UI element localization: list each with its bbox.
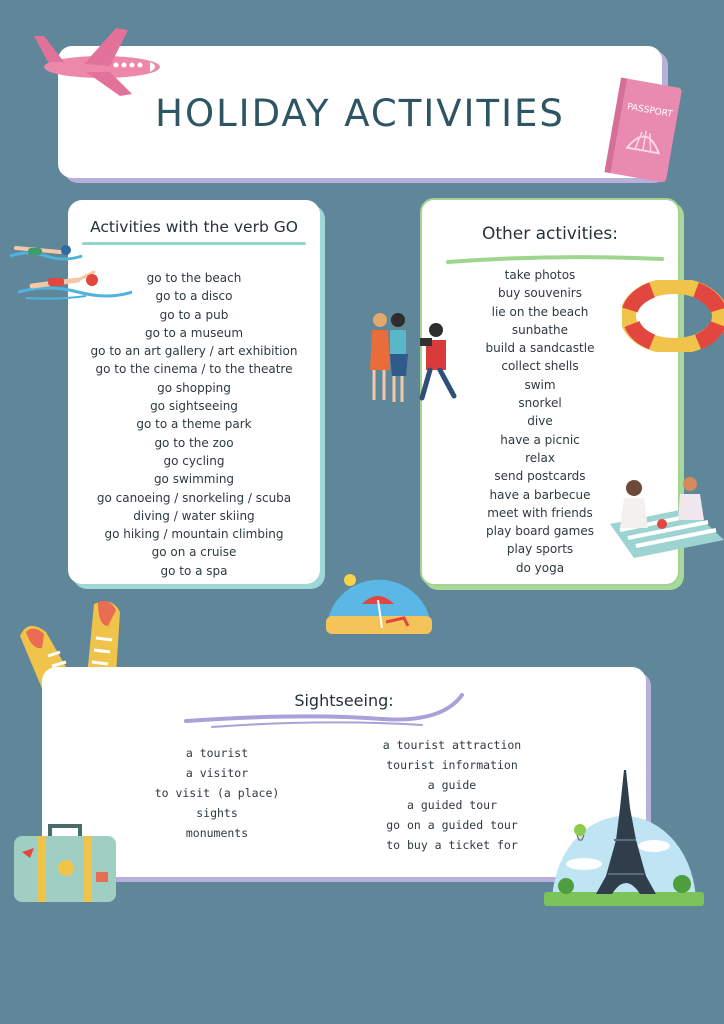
list-item: to visit (a place) <box>154 786 280 800</box>
list-item: a tourist attraction <box>382 738 522 752</box>
other-activities-heading: Other activities: <box>481 224 619 244</box>
list-item: send postcards <box>494 469 586 484</box>
list-item: a tourist <box>185 746 249 760</box>
list-item: play sports <box>506 542 574 557</box>
passport-icon <box>602 76 682 188</box>
list-item: sunbathe <box>511 322 569 337</box>
list-item: tourist information <box>386 758 518 772</box>
list-item: go to a disco <box>155 289 233 304</box>
tourists-photo-icon <box>360 308 464 408</box>
list-item: go to a pub <box>159 307 229 322</box>
list-item: go to the beach <box>146 271 242 285</box>
suitcase-icon <box>10 822 120 906</box>
lifebuoy-icon <box>622 280 724 352</box>
list-item: a guided tour <box>406 798 497 812</box>
list-item: snorkel <box>518 396 562 411</box>
list-item: take photos <box>504 268 576 282</box>
list-item: go to the zoo <box>154 435 234 450</box>
sightseeing-right-list <box>362 735 542 855</box>
page-title: HOLIDAY ACTIVITIES <box>155 92 565 135</box>
heading-underline <box>182 689 472 733</box>
list-item: build a sandcastle <box>485 341 595 356</box>
list-item: go to the cinema / to the theatre <box>95 362 293 377</box>
swimmers-icon <box>8 236 132 310</box>
list-item: a guide <box>427 778 477 792</box>
list-item: do yoga <box>515 560 565 575</box>
list-item: sights <box>196 806 238 820</box>
go-activities-list <box>68 269 320 580</box>
list-item: go to a theme park <box>136 417 252 432</box>
list-item: monuments <box>185 826 249 840</box>
sightseeing-heading: Sightseeing: <box>294 691 394 710</box>
heading-underline <box>444 254 666 266</box>
list-item: relax <box>525 450 555 465</box>
list-item: go canoeing / snorkeling / scuba <box>96 490 292 505</box>
list-item: a visitor <box>185 766 249 780</box>
list-item: meet with friends <box>487 505 593 520</box>
list-item: go to a museum <box>144 325 244 340</box>
sightseeing-left-list <box>152 743 282 843</box>
list-item: go to an art gallery / art exhibition <box>90 344 298 359</box>
airplane-icon <box>24 22 164 100</box>
passport-label: PASSPORT <box>626 102 674 120</box>
list-item: go sightseeing <box>150 399 238 414</box>
picnic-icon <box>600 474 724 558</box>
list-item: diving / water skiing <box>133 508 255 523</box>
list-item: go hiking / mountain climbing <box>104 527 284 542</box>
list-item: swim <box>524 377 556 392</box>
list-item: go on a guided tour <box>386 818 518 832</box>
beach-umbrella-icon <box>324 566 434 636</box>
list-item: play board games <box>486 524 594 539</box>
list-item: collect shells <box>501 359 579 374</box>
list-item: dive <box>527 414 553 429</box>
list-item: go to a spa <box>160 563 228 578</box>
list-item: to buy a ticket for <box>386 838 518 852</box>
list-item: lie on the beach <box>491 304 589 319</box>
go-activities-heading: Activities with the verb GO <box>90 218 298 236</box>
list-item: go swimming <box>153 472 235 487</box>
list-item: go cycling <box>163 453 225 468</box>
list-item: buy souvenirs <box>498 286 582 301</box>
list-item: go on a cruise <box>151 545 237 560</box>
list-item: go shopping <box>157 380 231 395</box>
list-item: have a picnic <box>500 432 580 447</box>
list-item: have a barbecue <box>489 487 591 502</box>
eiffel-tower-icon <box>544 768 704 908</box>
